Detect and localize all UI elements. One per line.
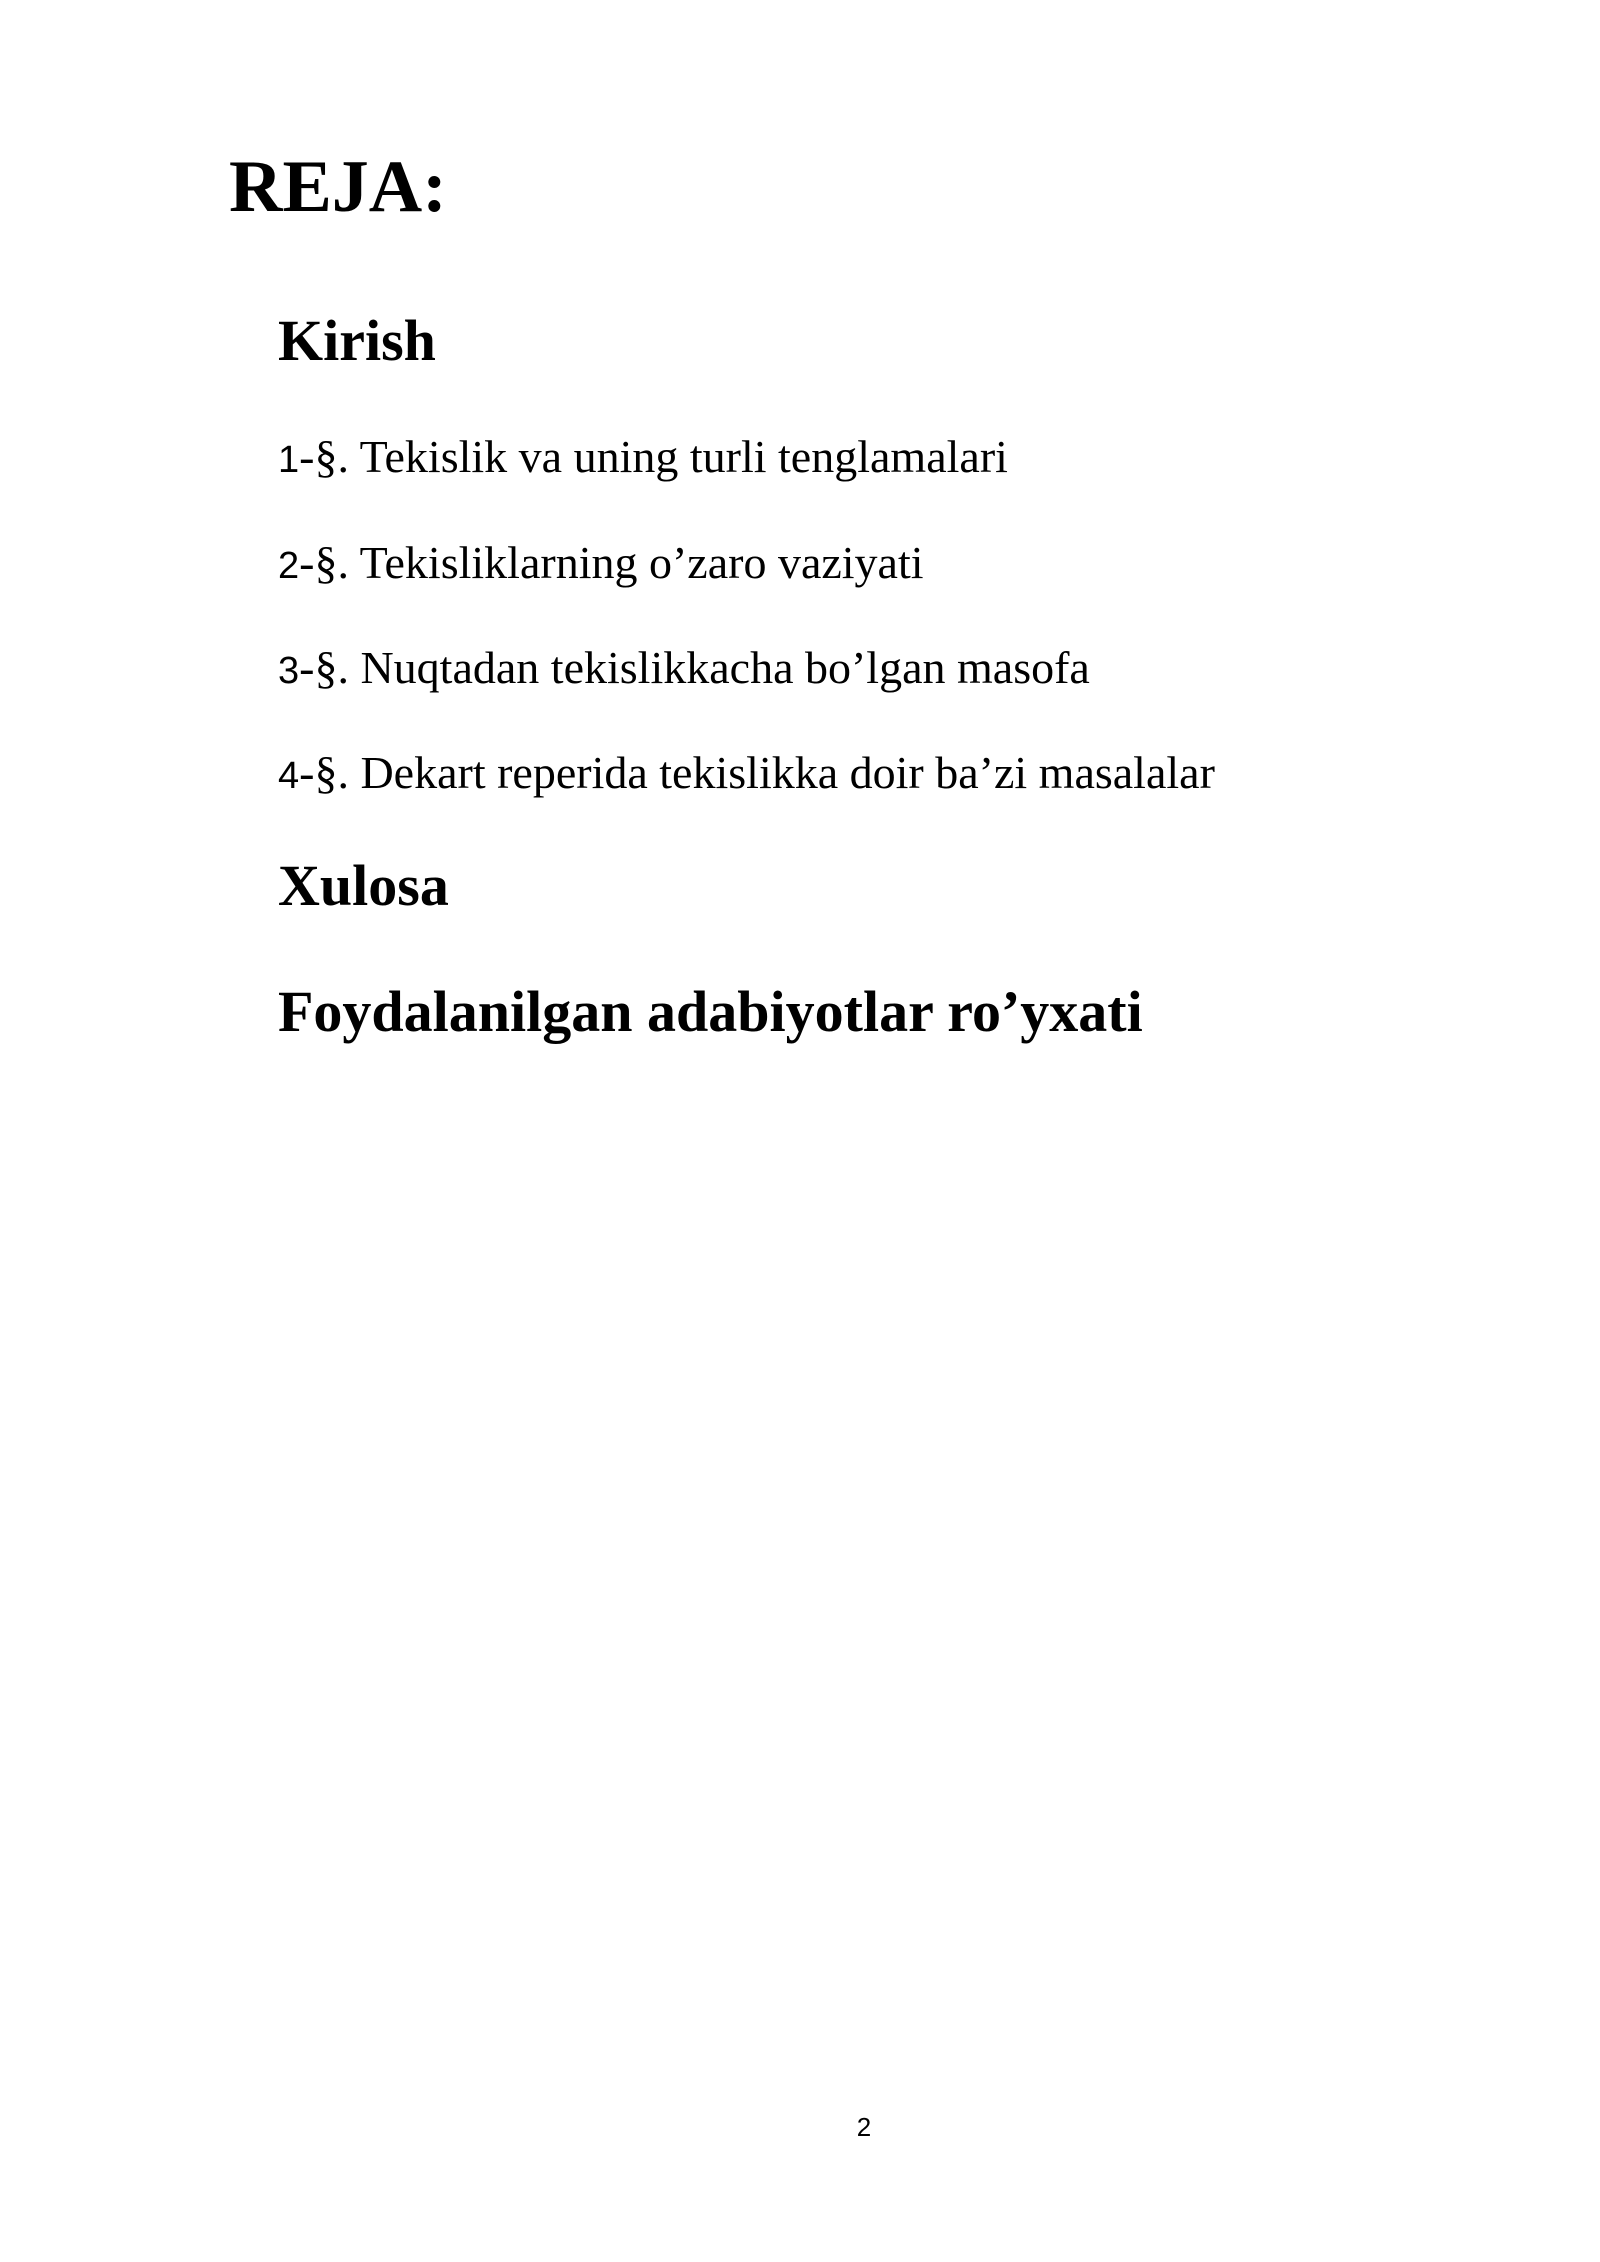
plan-title: REJA: <box>229 146 447 228</box>
section-title: -§. Dekart reperida tekislikka doir ba’zi masalalar <box>299 747 1215 798</box>
section-title: -§. Tekislik va uning turli tenglamalari <box>299 431 1008 482</box>
conclusion-heading: Xulosa <box>278 853 449 918</box>
section-item-1 <box>278 431 1008 482</box>
section-number: 2 <box>278 545 300 587</box>
section-number: 3 <box>278 650 300 692</box>
page-number: 2 <box>856 2112 872 2142</box>
section-title: -§. Tekisliklarning o’zaro vaziyati <box>299 537 924 588</box>
references-heading: Foydalanilgan adabiyotlar ro’yxati <box>278 979 1143 1044</box>
section-item-2 <box>278 537 924 588</box>
section-item-4 <box>278 747 1215 798</box>
section-number: 4 <box>278 755 300 797</box>
section-item-3 <box>278 642 1090 693</box>
section-title: -§. Nuqtadan tekislikkacha bo’lgan masofa <box>299 642 1090 693</box>
section-number: 1 <box>278 439 300 481</box>
introduction-heading: Kirish <box>278 308 436 373</box>
